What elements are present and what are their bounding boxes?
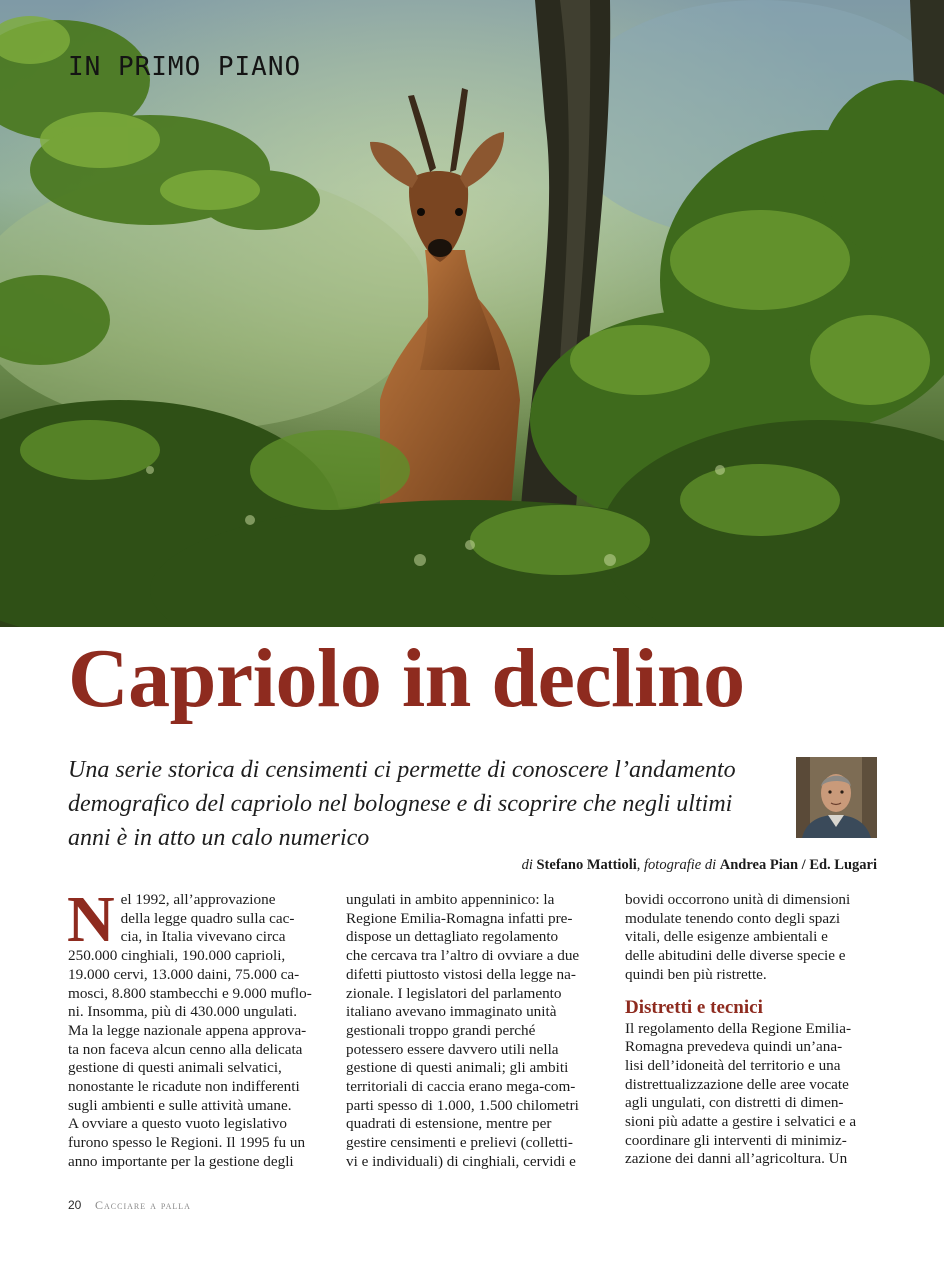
text-line: italiano avevano immaginato unità (346, 1003, 557, 1021)
photo-credit-prefix: fotografie di (644, 857, 717, 873)
byline-separator: , (636, 857, 641, 873)
text-line: el 1992, all’approvazione (120, 891, 276, 908)
column-3-body-top (625, 891, 877, 985)
text-line: dispose un dettagliato regolamento (346, 928, 559, 946)
text-line: gestione di questi animali selvatici, (68, 1059, 282, 1077)
text-line: sugli ambienti e sulle attività umane. (68, 1096, 292, 1114)
text-line: Il regolamento della Regione Emilia- (625, 1019, 852, 1037)
text-line: zionale. I legislatori del parlamento (346, 984, 562, 1002)
text-line: parti spesso di 1.000, 1.500 chilometri (346, 1096, 579, 1114)
article-subtitle: Una serie storica di censimenti ci permette di conoscere l’andamento demografico del capriolo nel bolognese e di scoprire che negli ultimi anni è in atto un calo numerico (68, 757, 736, 851)
text-line: Regione Emilia-Romagna infatti pre- (346, 909, 573, 927)
roe-deer-photo (0, 0, 944, 627)
author-photo (796, 757, 877, 838)
text-line: agli ungulati, con distretti di dimen- (625, 1094, 844, 1112)
text-line: difetti piuttosto vistosi della legge na- (346, 965, 576, 983)
author-portrait-icon (796, 757, 877, 838)
column-2-body (346, 891, 598, 1172)
text-line: mosci, 8.800 stambecchi e 9.000 muflo- (68, 984, 312, 1002)
text-line: zazione dei danni all’agricoltura. Un (625, 1150, 848, 1168)
text-line: vitali, delle esigenze ambientali e (625, 928, 828, 946)
text-line: delle abitudini delle diverse specie e (625, 947, 846, 965)
text-line: gestire censimenti e prelievi (colletti- (346, 1134, 573, 1152)
text-column-2 (346, 891, 598, 1172)
text-line: distrettualizzazione delle aree vocate (625, 1075, 849, 1093)
text-line: che cercava tra l’altro di ovviare a due (346, 947, 580, 965)
text-line: sioni più adatte a gestire i selvatici e a (625, 1113, 857, 1131)
text-line: A ovviare a questo vuoto legislativo (68, 1115, 287, 1133)
text-line: anno importante per la gestione degli (68, 1152, 294, 1170)
text-line: gestionali troppo grandi perché (346, 1021, 536, 1039)
text-line: ta non faceva alcun cenno alla delicata (68, 1040, 303, 1058)
text-line: cia, in Italia vivevano circa (120, 928, 286, 946)
text-line: modulate tenendo conto degli spazi (625, 909, 841, 927)
author-name: Stefano Mattioli (536, 857, 637, 873)
text-line: Romagna prevedeva quindi un’ana- (625, 1038, 843, 1056)
text-line: vi e individuali) di cinghiali, cervidi e (346, 1152, 576, 1170)
text-line: coordinare gli interventi di minimiz- (625, 1131, 847, 1149)
article-title: Capriolo in declino (68, 632, 745, 725)
text-column-3 (625, 891, 877, 1169)
text-line: ni. Insomma, più di 430.000 ungulati. (68, 1003, 298, 1021)
section-subheading: Distretti e tecnici (625, 996, 763, 1018)
page-number: 20 (68, 1198, 82, 1212)
text-line: quadrati di estensione, mentre per (346, 1115, 552, 1133)
text-line: Ma la legge nazionale appena approva- (68, 1021, 307, 1039)
text-line: bovidi occorrono unità di dimensioni (625, 891, 851, 908)
byline-prefix: di (521, 857, 533, 873)
photographer-name: Andrea Pian / Ed. Lugari (719, 857, 877, 873)
text-line: 19.000 cervi, 13.000 daini, 75.000 ca- (68, 965, 300, 983)
text-line: quindi ben più ristrette. (625, 965, 767, 983)
hero-photo (0, 0, 944, 627)
text-line: territoriali di caccia erano mega-com- (346, 1078, 576, 1096)
text-line: nonostante le ricadute non indifferenti (68, 1078, 300, 1096)
text-line: 250.000 cinghiali, 190.000 caprioli, (68, 947, 286, 965)
section-label: IN PRIMO PIANO (68, 52, 302, 82)
text-line: lisi dell’idoneità del territorio e una (625, 1056, 841, 1074)
drop-cap: N (67, 883, 115, 956)
text-line: furono spesso le Regioni. Il 1995 fu un (68, 1134, 306, 1152)
text-line: ungulati in ambito appenninico: la (346, 891, 555, 908)
magazine-name: Cacciare a palla (95, 1198, 191, 1212)
text-line: gestione di questi animali; gli ambiti (346, 1059, 569, 1077)
text-column-1 (67, 883, 320, 1172)
text-line: potessero essere davvero utili nella (346, 1040, 559, 1058)
text-line: della legge quadro sulla cac- (120, 909, 295, 927)
column-3-body-bottom (625, 1020, 877, 1170)
byline (522, 857, 877, 874)
